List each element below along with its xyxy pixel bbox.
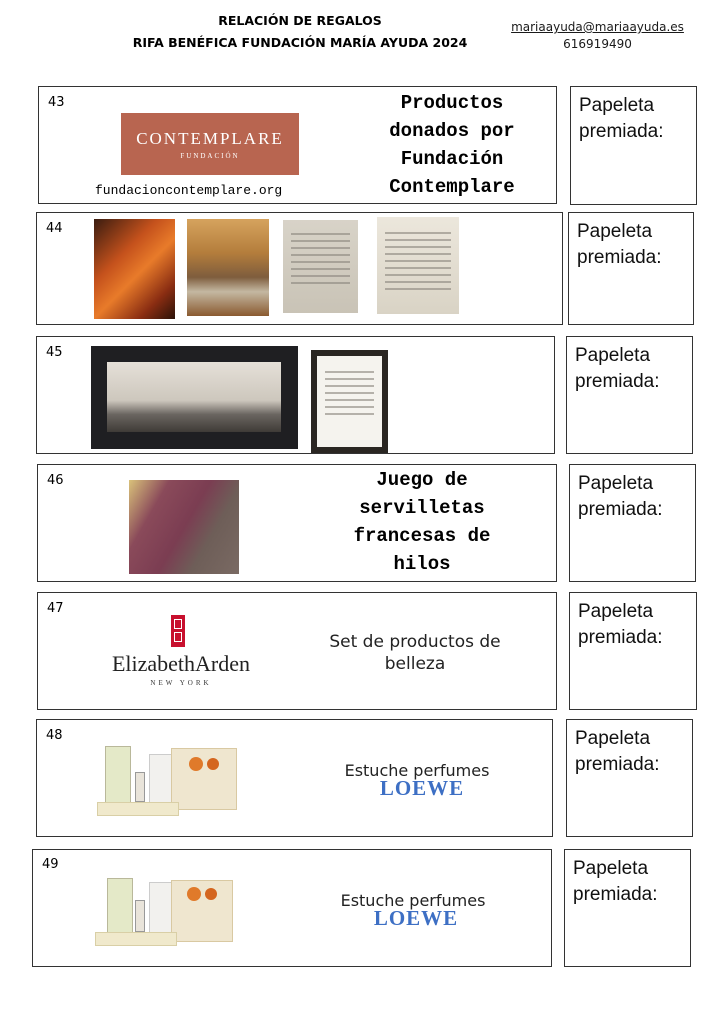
- lot-48-prize-box: Papeleta premiada:: [566, 719, 693, 837]
- certificate-image: [283, 220, 358, 313]
- logo-wordmark: CONTEMPLARE: [136, 129, 284, 148]
- perfume-set-image: [97, 742, 237, 820]
- contemplare-url: fundacioncontemplare.org: [95, 183, 283, 198]
- lot-description: Estuche perfumes: [344, 761, 490, 780]
- skyline-print-image: [91, 346, 298, 449]
- letter-image: [311, 350, 388, 453]
- lot-45-prize-box: Papeleta premiada:: [566, 336, 693, 454]
- brand-logo: LOEWE: [379, 776, 465, 800]
- lot-43-prize-box: Papeleta premiada:: [570, 86, 697, 205]
- painting-image: [94, 219, 175, 319]
- lot-49-prize-box: Papeleta premiada:: [564, 849, 691, 967]
- lot-47-prize-box: Papeleta premiada:: [569, 592, 697, 710]
- perfume-set-image: [95, 874, 235, 952]
- lot-48-box: [36, 719, 553, 837]
- lot-description: Estuche perfumes: [340, 891, 486, 910]
- lot-44-prize-box: Papeleta premiada:: [568, 212, 694, 325]
- lot-43-box: [38, 86, 557, 204]
- red-door-icon: [171, 615, 185, 647]
- logo-subtitle: FUNDACIÓN: [180, 152, 240, 160]
- lot-description: Productos donados por Fundación Contemplare: [389, 92, 515, 198]
- lot-number: 46: [47, 473, 64, 488]
- contemplare-logo: [121, 113, 299, 175]
- lot-44-box: [36, 212, 563, 325]
- title-line-1: RELACIÓN DE REGALOS: [218, 13, 382, 28]
- brand-name: ElizabethArden: [111, 651, 251, 676]
- painting-image: [187, 219, 269, 316]
- lot-number: 45: [46, 345, 63, 360]
- brand-city: NEW YORK: [150, 679, 212, 687]
- lot-description: Juego de servilletas francesas de hilos: [353, 469, 491, 575]
- certificate-image: [377, 217, 459, 314]
- lot-number: 43: [48, 95, 65, 110]
- lot-number: 47: [47, 601, 64, 616]
- lot-number: 44: [46, 221, 63, 236]
- lot-number: 48: [46, 728, 63, 743]
- lot-number: 49: [42, 857, 59, 872]
- title-line-2: RIFA BENÉFICA FUNDACIÓN MARÍA AYUDA 2024: [132, 35, 468, 50]
- lot-47-box: [37, 592, 557, 710]
- lot-45-box: [36, 336, 555, 454]
- document-title: [100, 10, 500, 54]
- brand-logo: LOEWE: [373, 906, 459, 930]
- contact-email-link[interactable]: mariaayuda@mariaayuda.es: [511, 20, 684, 34]
- contact-block: [500, 19, 695, 53]
- elizabeth-arden-logo: [96, 613, 266, 693]
- lot-49-box: [32, 849, 552, 967]
- lot-46-box: [37, 464, 557, 582]
- lot-46-prize-box: Papeleta premiada:: [569, 464, 696, 582]
- lot-description: Set de productos de belleza: [329, 632, 501, 674]
- contact-phone: 616919490: [563, 37, 632, 51]
- napkins-image: [129, 480, 239, 574]
